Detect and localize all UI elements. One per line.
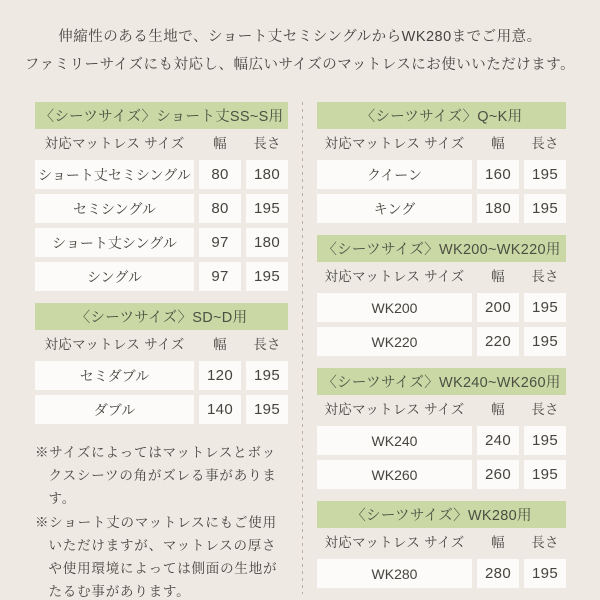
table-row <box>35 160 288 189</box>
cell-mattress-name: シングル <box>35 262 194 291</box>
cell-length: 195 <box>524 327 566 356</box>
table-row <box>317 460 566 489</box>
table-header-row <box>317 395 566 421</box>
cell-mattress-name: WK260 <box>317 460 472 489</box>
table-header-row <box>317 528 566 554</box>
table-title: 〈シーツサイズ〉WK200~WK220用 <box>317 235 566 262</box>
col-header-length: 長さ <box>253 136 281 151</box>
cell-length: 195 <box>246 262 288 291</box>
cell-width: 220 <box>477 327 519 356</box>
cell-width: 97 <box>199 262 241 291</box>
cell-mattress-name: WK240 <box>317 426 472 455</box>
content-columns <box>0 102 600 600</box>
table-row <box>35 194 288 223</box>
left-column <box>35 102 288 600</box>
cell-length: 195 <box>246 361 288 390</box>
table-row <box>317 194 566 223</box>
right-column-tables <box>317 102 566 588</box>
cell-length: 195 <box>524 460 566 489</box>
cell-width: 120 <box>199 361 241 390</box>
footnotes <box>35 442 288 600</box>
table-header-row <box>35 129 288 155</box>
col-header-length: 長さ <box>253 337 281 352</box>
footnote: ※ショート丈のマットレスにもご使用いただけますが、マットレスの厚さや使用環境によっては側面の生地がたるむ事があります。 <box>35 514 278 599</box>
size-table <box>35 303 288 424</box>
table-title: 〈シーツサイズ〉SD~D用 <box>35 303 288 330</box>
cell-mattress-name: WK280 <box>317 559 472 588</box>
cell-length: 195 <box>524 160 566 189</box>
cell-mattress-name: ショート丈セミシングル <box>35 160 194 189</box>
table-row <box>317 160 566 189</box>
cell-width: 260 <box>477 460 519 489</box>
col-header-width: 幅 <box>491 269 505 284</box>
cell-length: 195 <box>524 426 566 455</box>
size-table <box>317 501 566 588</box>
cell-mattress-name: セミダブル <box>35 361 194 390</box>
table-row <box>317 327 566 356</box>
table-row <box>35 262 288 291</box>
cell-length: 180 <box>246 160 288 189</box>
col-header-name: 対応マットレス サイズ <box>324 402 465 417</box>
column-divider <box>302 102 303 594</box>
cell-length: 195 <box>524 194 566 223</box>
size-table <box>317 368 566 489</box>
table-header-row <box>317 262 566 288</box>
col-header-width: 幅 <box>213 337 227 352</box>
cell-length: 195 <box>246 395 288 424</box>
size-table <box>317 235 566 356</box>
cell-width: 97 <box>199 228 241 257</box>
col-header-name: 対応マットレス サイズ <box>324 136 465 151</box>
table-row <box>35 228 288 257</box>
cell-mattress-name: WK200 <box>317 293 472 322</box>
col-header-length: 長さ <box>531 535 559 550</box>
cell-width: 280 <box>477 559 519 588</box>
col-header-name: 対応マットレス サイズ <box>324 269 465 284</box>
cell-length: 195 <box>246 194 288 223</box>
cell-width: 80 <box>199 194 241 223</box>
table-row <box>317 293 566 322</box>
cell-width: 160 <box>477 160 519 189</box>
col-header-length: 長さ <box>531 136 559 151</box>
cell-mattress-name: ダブル <box>35 395 194 424</box>
table-header-row <box>35 330 288 356</box>
right-column <box>317 102 566 600</box>
table-title: 〈シーツサイズ〉WK280用 <box>317 501 566 528</box>
table-header-row <box>317 129 566 155</box>
cell-width: 140 <box>199 395 241 424</box>
cell-mattress-name: セミシングル <box>35 194 194 223</box>
cell-width: 240 <box>477 426 519 455</box>
cell-width: 80 <box>199 160 241 189</box>
col-header-name: 対応マットレス サイズ <box>324 535 465 550</box>
col-header-name: 対応マットレス サイズ <box>44 136 185 151</box>
cell-length: 195 <box>524 559 566 588</box>
cell-mattress-name: クイーン <box>317 160 472 189</box>
table-title: 〈シーツサイズ〉ショート丈SS~S用 <box>35 102 288 129</box>
table-row <box>35 395 288 424</box>
table-row <box>317 559 566 588</box>
col-header-width: 幅 <box>213 136 227 151</box>
col-header-width: 幅 <box>491 535 505 550</box>
cell-length: 195 <box>524 293 566 322</box>
col-header-width: 幅 <box>491 136 505 151</box>
intro-line-2: ファミリーサイズにも対応し、幅広いサイズのマットレスにお使いいただけます。 <box>24 57 576 73</box>
table-title: 〈シーツサイズ〉Q~K用 <box>317 102 566 129</box>
cell-mattress-name: ショート丈シングル <box>35 228 194 257</box>
col-header-length: 長さ <box>531 269 559 284</box>
table-row <box>317 426 566 455</box>
col-header-length: 長さ <box>531 402 559 417</box>
cell-length: 180 <box>246 228 288 257</box>
cell-mattress-name: WK220 <box>317 327 472 356</box>
cell-mattress-name: キング <box>317 194 472 223</box>
size-table <box>317 102 566 223</box>
cell-width: 200 <box>477 293 519 322</box>
intro-text <box>0 0 600 79</box>
size-table <box>35 102 288 291</box>
cell-width: 180 <box>477 194 519 223</box>
footnote: ※サイズによってはマットレスとボックスシーツの角がズレる事があります。 <box>35 445 277 506</box>
col-header-width: 幅 <box>491 402 505 417</box>
table-row <box>35 361 288 390</box>
left-column-tables <box>35 102 288 424</box>
table-title: 〈シーツサイズ〉WK240~WK260用 <box>317 368 566 395</box>
col-header-name: 対応マットレス サイズ <box>44 337 185 352</box>
intro-line-1: 伸縮性のある生地で、ショート丈セミシングルからWK280までご用意。 <box>58 29 542 45</box>
